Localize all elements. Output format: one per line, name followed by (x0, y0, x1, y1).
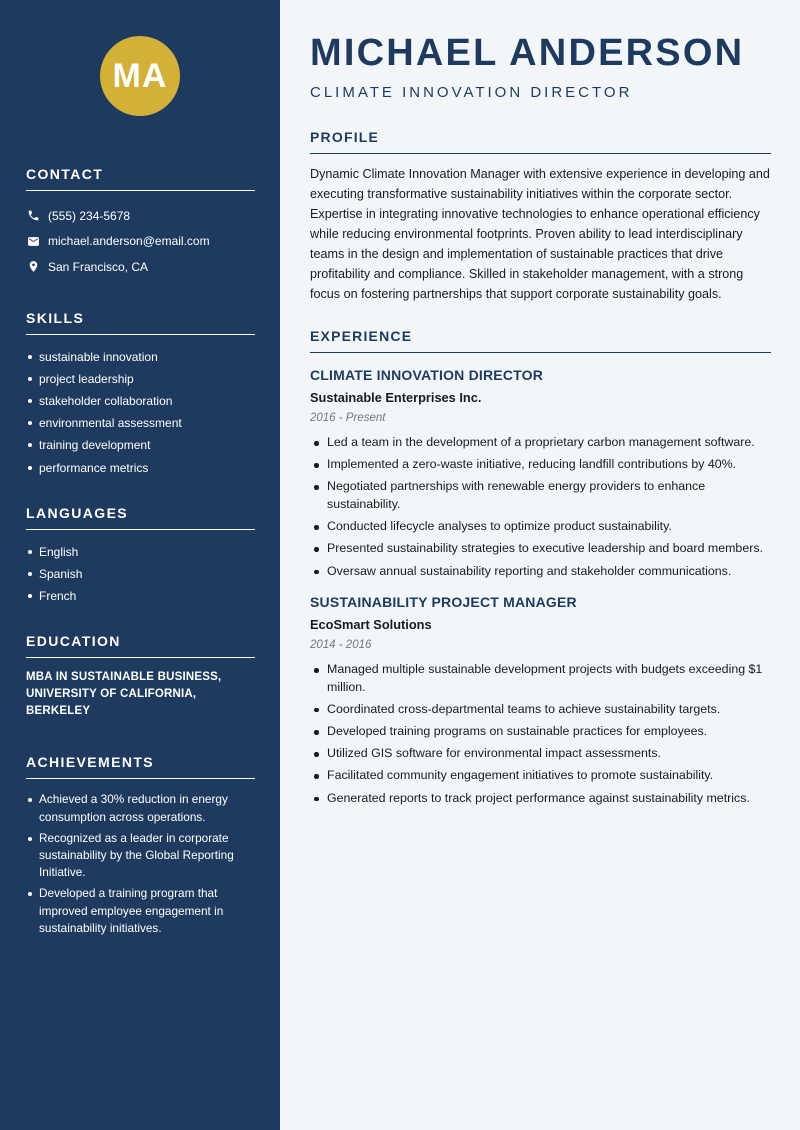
education-degree: MBA IN SUSTAINABLE BUSINESS, (26, 671, 222, 684)
contact-location (26, 254, 255, 280)
skill-item: environmental assessment (26, 412, 255, 434)
candidate-title: CLIMATE INNOVATION DIRECTOR (310, 84, 633, 101)
education-section (26, 633, 255, 720)
job-bullet: Oversaw annual sustainability reporting and stakeholder communications. (310, 563, 771, 581)
skills-list (26, 346, 255, 479)
skill-item: stakeholder collaboration (26, 390, 255, 412)
main-content (280, 0, 800, 1130)
candidate-name: MICHAEL ANDERSON (310, 32, 745, 74)
job-bullet: Facilitated community engagement initiatives to promote sustainability. (310, 767, 771, 785)
job-bullet: Managed multiple sustainable development projects with budgets exceeding $1 million. (310, 661, 771, 696)
achievements-heading: ACHIEVEMENTS (26, 754, 255, 779)
skill-item: performance metrics (26, 457, 255, 479)
achievements-list (26, 791, 255, 937)
achievement-item: Achieved a 30% reduction in energy consumption across operations. (26, 791, 255, 825)
education-heading: EDUCATION (26, 633, 255, 658)
education-school: UNIVERSITY OF CALIFORNIA, BERKELEY (26, 688, 197, 718)
job-bullets (310, 661, 771, 807)
languages-list (26, 541, 255, 608)
language-item: French (26, 585, 255, 607)
languages-heading: LANGUAGES (26, 505, 255, 530)
experience-heading: EXPERIENCE (310, 328, 771, 353)
job-bullets (310, 434, 771, 580)
skills-heading: SKILLS (26, 310, 255, 335)
job-title: SUSTAINABILITY PROJECT MANAGER (310, 594, 577, 611)
profile-heading: PROFILE (310, 129, 771, 154)
achievement-item: Developed a training program that improved employee engagement in sustainability initiatives. (26, 885, 255, 937)
job-entry (310, 594, 771, 807)
job-dates: 2016 - Present (310, 412, 386, 424)
contact-list (26, 203, 255, 280)
job-bullet: Negotiated partnerships with renewable energy providers to enhance sustainability. (310, 478, 771, 513)
contact-heading: CONTACT (26, 166, 255, 191)
sidebar (0, 0, 280, 1130)
job-bullet: Conducted lifecycle analyses to optimize product sustainability. (310, 518, 771, 536)
avatar: MA (100, 36, 180, 116)
achievement-item: Recognized as a leader in corporate sustainability by the Global Reporting Initiative. (26, 830, 255, 882)
education-entry (26, 669, 255, 720)
job-bullet: Led a team in the development of a proprietary carbon management software. (310, 434, 771, 452)
job-bullet: Utilized GIS software for environmental impact assessments. (310, 745, 771, 763)
contact-email (26, 229, 255, 255)
contact-section (26, 166, 255, 280)
language-item: English (26, 541, 255, 563)
profile-section (310, 129, 771, 304)
job-company: Sustainable Enterprises Inc. (310, 390, 482, 405)
job-entry (310, 367, 771, 580)
job-company: EcoSmart Solutions (310, 617, 432, 633)
skill-item: sustainable innovation (26, 346, 255, 368)
skill-item: project leadership (26, 368, 255, 390)
achievements-section (26, 754, 255, 937)
contact-location-text: San Francisco, CA (48, 259, 149, 274)
job-bullet: Coordinated cross-departmental teams to achieve sustainability targets. (310, 701, 771, 719)
location-pin-icon (26, 260, 40, 274)
contact-phone-text: (555) 234-5678 (48, 208, 131, 223)
job-dates: 2014 - 2016 (310, 639, 372, 652)
contact-email-text: michael.anderson@email.com (48, 234, 210, 249)
phone-icon (26, 209, 40, 223)
email-icon (26, 234, 40, 248)
job-bullet: Generated reports to track project performance against sustainability metrics. (310, 790, 771, 808)
language-item: Spanish (26, 563, 255, 585)
job-title: CLIMATE INNOVATION DIRECTOR (310, 367, 544, 383)
experience-section (310, 328, 771, 807)
skills-section (26, 310, 255, 479)
contact-phone (26, 203, 255, 229)
skill-item: training development (26, 434, 255, 456)
job-bullet: Developed training programs on sustainable practices for employees. (310, 723, 771, 741)
job-bullet: Implemented a zero-waste initiative, reducing landfill contributions by 40%. (310, 456, 771, 474)
job-bullet: Presented sustainability strategies to executive leadership and board members. (310, 540, 771, 558)
languages-section (26, 505, 255, 608)
profile-text: Dynamic Climate Innovation Manager with extensive experience in developing and executing transformative sustainability initiatives within the corporate sector. Expertise in integrating innovative technologies to enhance operational efficiency while reducing environmental footprints. Proven ability to lead interdisciplinary teams in the design and implementation of sustainable practices that drive profitability and compliance. Skilled in stakeholder management, with a strong focus on fostering partnerships that support corporate sustainability goals. (310, 167, 770, 301)
